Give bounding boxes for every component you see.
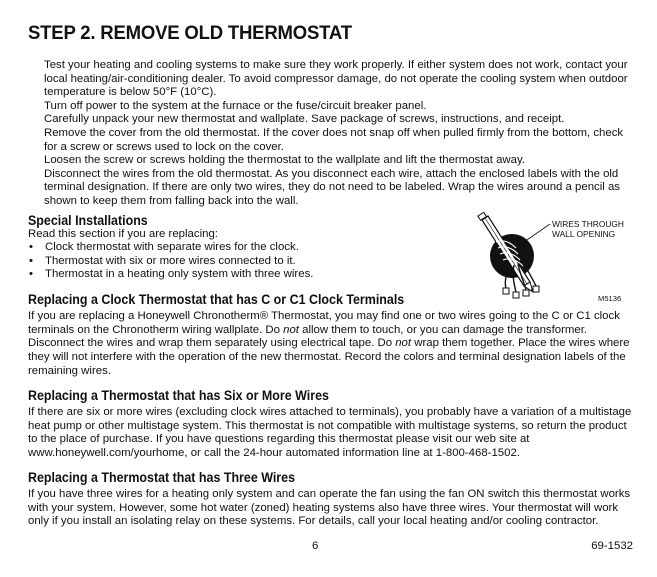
figure-label-line: WALL OPENING (552, 229, 616, 239)
emphasis: not (283, 323, 299, 336)
six-wires-heading: Replacing a Thermostat that has Six or More Wires (28, 388, 329, 403)
clock-thermostat-text (28, 310, 636, 379)
special-installations-list (28, 241, 313, 282)
special-installations-lead: Read this section if you are replacing: (28, 228, 218, 240)
special-installations-heading: Special Installations (28, 213, 148, 228)
list-item (28, 268, 313, 282)
text-run: allow them to touch, or you can damage the transformer. Disconnect the wires and wrap them separately using electrical tape. Do (28, 323, 588, 350)
figure-label-line: WIRES THROUGH (552, 219, 624, 229)
six-wires-text: If there are six or more wires (excluding clock wires attached to terminals), you probably have a variation of a multistage heat pump or other multistage system. This thermostat is not compatible with multistage systems, so return the product to the place of purchase. If you have questions regarding this thermostat please visit our web site at www.honeywell.com/yourhome, or call the 24-hour automated information line at 1-800-468-1502. (28, 406, 632, 460)
three-wires-heading: Replacing a Thermostat that has Three Wires (28, 470, 296, 485)
figure-label (552, 219, 624, 239)
bullet-icon: • (29, 241, 33, 253)
list-item-text: Thermostat with six or more wires connected to it. (45, 254, 296, 267)
page-title: STEP 2. REMOVE OLD THERMOSTAT (28, 22, 352, 44)
list-item-text: Clock thermostat with separate wires for the clock. (45, 241, 299, 253)
list-item (28, 241, 313, 255)
clock-thermostat-heading: Replacing a Clock Thermostat that has C or C1 Clock Terminals (28, 292, 405, 307)
bullet-icon: • (29, 254, 33, 267)
text-run: If you are replacing a Honeywell Chronotherm® Thermostat, you may find one or two wires going to the C or C1 clock terminals on the Chronotherm wiring wallplate. Do (28, 310, 620, 336)
bullet-icon: • (29, 268, 33, 281)
intro-paragraph: Loosen the screw or screws holding the thermostat to the wallplate and lift the thermostat away. (44, 154, 525, 167)
intro-paragraph: Carefully unpack your new thermostat and wallplate. Save package of screws, instructions, and receipt. (44, 113, 565, 126)
figure-code: M5136 (598, 294, 622, 303)
intro-steps (44, 59, 636, 209)
emphasis: not (395, 337, 412, 350)
page-number: 6 (312, 540, 319, 552)
list-item (28, 255, 313, 269)
text-run: wrap them together. Place the wires where they will not interfere with the operation of the new thermostat. Record the colors and terminal designation labels of the remaining wires. (28, 337, 630, 377)
intro-paragraph: Remove the cover from the old thermostat. If the cover does not snap off when pulled firmly from the bottom, check for a screw or screws used to lock on the cover. (44, 126, 624, 153)
document-number: 69-1532 (591, 540, 633, 552)
wires-through-wall-figure (470, 212, 640, 307)
list-item-text: Thermostat in a heating only system with three wires. (45, 268, 314, 281)
intro-paragraph: Turn off power to the system at the furnace or the fuse/circuit breaker panel. (44, 99, 427, 112)
intro-paragraph: Disconnect the wires from the old thermostat. As you disconnect each wire, attach the enclosed labels with the old terminal designation. If there are only two wires, they do not need to be labeled. Wrap the wires around a pencil as shown to keep them from falling back into the wall. (44, 167, 620, 207)
three-wires-text: If you have three wires for a heating only system and can operate the fan using the fan ON switch this thermostat works with your system. However, some hot water (zoned) heating systems also have three wires. Your thermostat will work only if you install an isolating relay on these systems. For details, call your local heating and/or cooling contractor. (28, 488, 631, 528)
intro-paragraph: Test your heating and cooling systems to make sure they work properly. If either system does not work, contact your local heating/air-conditioning dealer. To avoid compressor damage, do not operate the cooling system when outdoor temperature is below 50°F (10°C). (44, 59, 628, 99)
